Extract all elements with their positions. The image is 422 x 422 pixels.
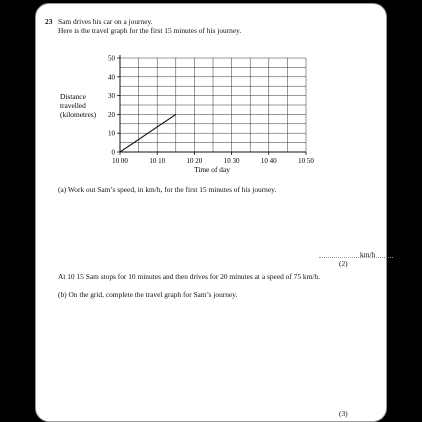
part-a-question: (a) Work out Sam’s speed, in km/h, for the first 15 minutes of his journey. xyxy=(58,185,277,194)
part-a-marks: (2) xyxy=(339,259,348,268)
y-axis-label-line2: travelled xyxy=(60,101,86,110)
y-axis-label-line1: Distance xyxy=(60,92,86,101)
x-tick-labels xyxy=(112,152,314,165)
x-tick-label: 10 20 xyxy=(186,157,203,165)
x-axis-label: Time of day xyxy=(194,165,230,174)
y-tick-label: 40 xyxy=(108,73,115,82)
y-tick-label: 50 xyxy=(108,54,115,63)
y-tick-label: 0 xyxy=(111,148,115,157)
question-intro-line2: Here is the travel graph for the first 15 minutes of his journey. xyxy=(58,26,242,35)
info-text: At 10 15 Sam stops for 10 minutes and then drives for 20 minutes at a speed of 75 km/h. xyxy=(58,272,320,281)
part-b-marks: (3) xyxy=(339,409,348,418)
x-tick-label: 10 50 xyxy=(298,157,314,165)
part-a-answer-line[interactable] xyxy=(319,257,393,258)
question-intro-line1: Sam drives his car on a journey. xyxy=(58,17,153,26)
exam-page xyxy=(35,3,387,422)
y-tick-labels xyxy=(108,55,120,157)
question-number: 23 xyxy=(45,17,53,26)
x-tick-label: 10 40 xyxy=(260,157,277,165)
part-b-question: (b) On the grid, complete the travel graph for Sam’s journey. xyxy=(58,290,238,299)
part-a-unit: km/h xyxy=(360,250,376,259)
x-tick-label: 10 00 xyxy=(112,157,128,165)
x-tick-label: 10 30 xyxy=(223,157,240,165)
travel-graph xyxy=(36,46,388,196)
y-tick-label: 20 xyxy=(108,110,115,119)
x-tick-label: 10 10 xyxy=(149,157,166,165)
y-tick-label: 30 xyxy=(108,92,115,101)
y-axis-label-line3: (kilometres) xyxy=(60,110,97,119)
y-tick-label: 10 xyxy=(108,129,115,138)
graph-grid xyxy=(120,58,306,152)
